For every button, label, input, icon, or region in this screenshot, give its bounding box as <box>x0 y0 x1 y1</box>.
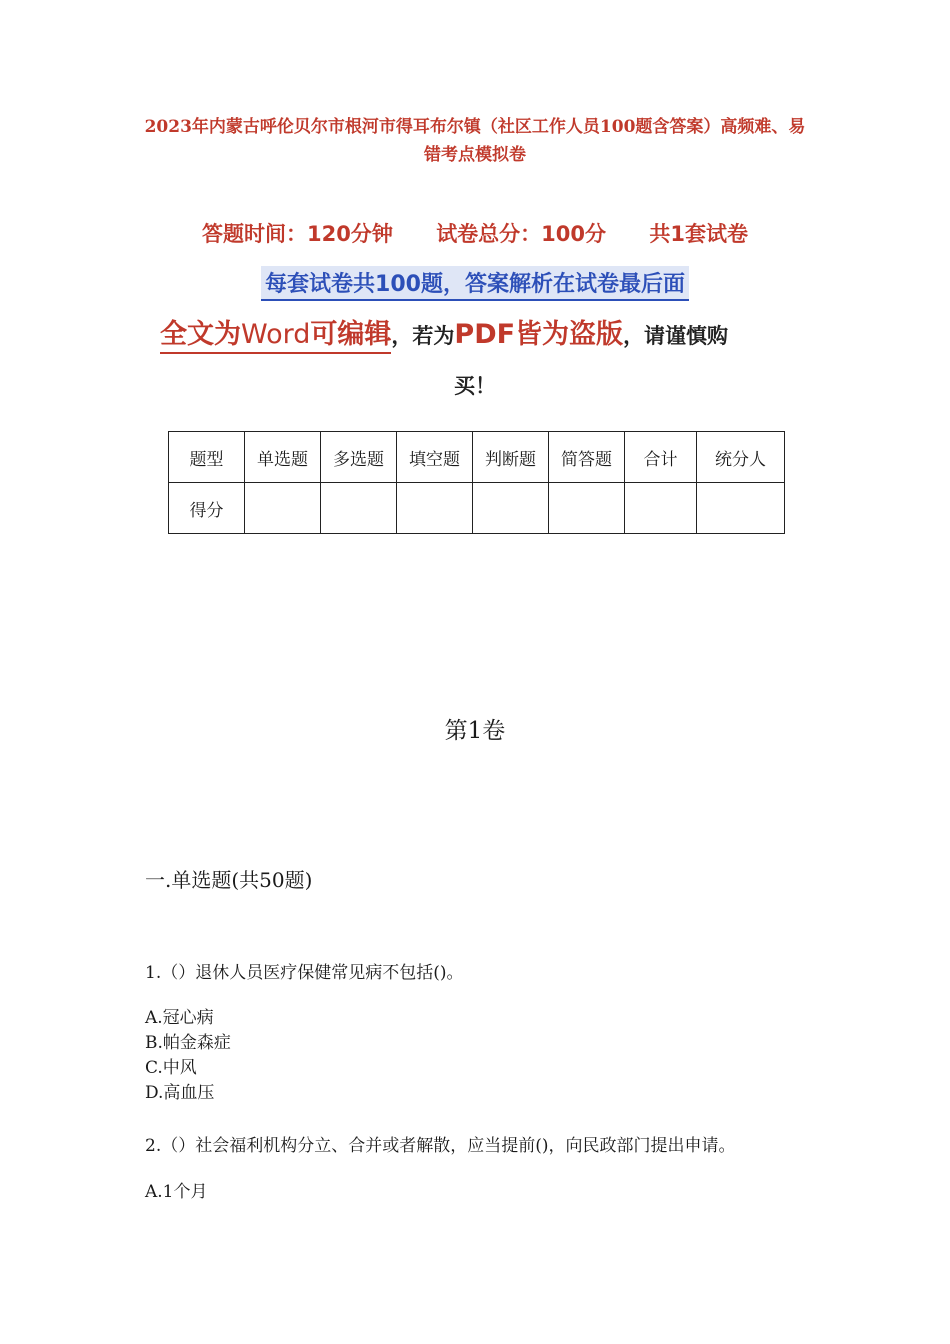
word-notice <box>160 312 728 351</box>
word-notice-part2: 可编辑 <box>310 319 392 350</box>
word-notice-part1: 全文为 <box>160 319 241 350</box>
word-notice-word: Word <box>241 319 311 350</box>
score-header-cell: 题型 <box>169 432 245 483</box>
word-notice-editable <box>160 319 391 354</box>
score-header-cell: 统分人 <box>697 432 785 483</box>
score-cell-total[interactable] <box>625 483 697 534</box>
score-header-cell: 判断题 <box>473 432 549 483</box>
score-cell-grader[interactable] <box>697 483 785 534</box>
question-stem: 2.（）社会福利机构分立、合并或者解散，应当提前()，向民政部门提出申请。 <box>145 1136 736 1156</box>
option-d: D.高血压 <box>145 1083 215 1103</box>
question-options <box>145 1006 231 1106</box>
option-c: C.中风 <box>145 1058 197 1078</box>
word-notice-comma2: ，请谨慎购 <box>623 324 729 348</box>
exam-info-line <box>0 218 950 248</box>
word-notice-comma1: ，若为 <box>391 324 455 348</box>
exam-time: 答题时间：120分钟 <box>202 222 393 246</box>
option-a: A.1个月 <box>145 1182 208 1202</box>
score-cell-short[interactable] <box>549 483 625 534</box>
exam-sets: 共1套试卷 <box>649 222 748 246</box>
question-options <box>145 1180 208 1205</box>
answer-notice <box>0 266 950 301</box>
score-cell-multiple[interactable] <box>321 483 397 534</box>
score-header-cell: 单选题 <box>245 432 321 483</box>
word-notice-pdf: PDF皆为盗版 <box>454 319 624 350</box>
score-row-label: 得分 <box>169 483 245 534</box>
score-header-cell: 填空题 <box>397 432 473 483</box>
score-cell-fill[interactable] <box>397 483 473 534</box>
word-notice-buy: 买！ <box>454 374 496 398</box>
score-cell-single[interactable] <box>245 483 321 534</box>
document-title: 2023年内蒙古呼伦贝尔市根河市得耳布尔镇（社区工作人员100题含答案）高频难、易错考点模拟卷 <box>144 117 806 165</box>
answer-notice-text: 每套试卷共100题，答案解析在试卷最后面 <box>261 266 689 301</box>
option-b: B.帕金森症 <box>145 1033 231 1053</box>
score-table-header-row <box>169 432 785 483</box>
score-cell-judge[interactable] <box>473 483 549 534</box>
option-a: A.冠心病 <box>145 1008 214 1028</box>
score-header-cell: 简答题 <box>549 432 625 483</box>
score-header-cell: 合计 <box>625 432 697 483</box>
exam-total-score: 试卷总分：100分 <box>436 222 607 246</box>
section-heading: 一.单选题(共50题) <box>145 868 313 892</box>
score-header-cell: 多选题 <box>321 432 397 483</box>
volume-heading: 第1卷 <box>444 718 506 744</box>
question-stem: 1.（）退休人员医疗保健常见病不包括()。 <box>145 963 464 983</box>
score-table-score-row <box>169 483 785 534</box>
score-table <box>168 431 785 534</box>
